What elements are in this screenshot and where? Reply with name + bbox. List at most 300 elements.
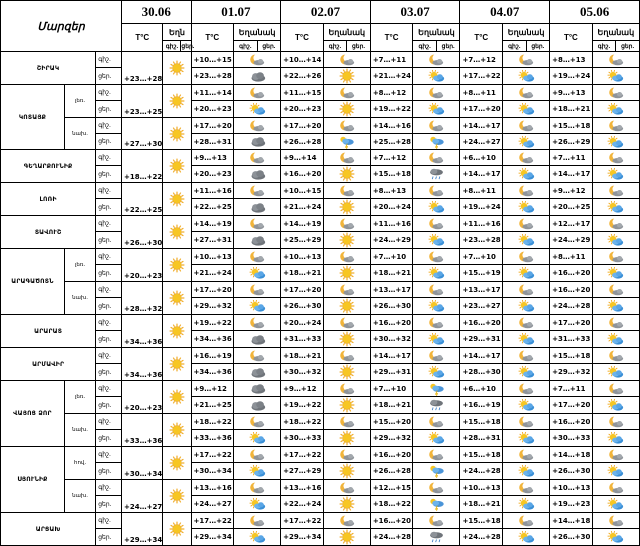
- temperature-range: +18…+22: [191, 414, 234, 430]
- table-row: [1, 52, 640, 68]
- temp-header: T°C: [191, 24, 234, 52]
- table-row: [1, 331, 640, 348]
- time-of-day-label: ցեր.: [96, 331, 122, 348]
- time-of-day-label: ցեր.: [96, 265, 122, 282]
- temperature-range: +29…+31: [370, 364, 413, 381]
- temperature-range: +10…+15: [191, 52, 234, 68]
- region-name: ՇԻՐԱԿ: [1, 52, 96, 85]
- temperature-range: +21…+24: [370, 68, 413, 85]
- partly-cloudy-icon: [592, 134, 639, 150]
- temperature-range: +26…+29: [550, 134, 593, 150]
- temperature-range: +16…+20: [550, 414, 593, 430]
- temperature-range: +22…+25: [191, 199, 234, 216]
- temperature-range: +20…+23: [281, 101, 324, 118]
- temperature-range: +24…+29: [550, 232, 593, 249]
- region-name: ՍՅՈՒՆԻՔ: [1, 447, 65, 513]
- temperature-range: +14…+19: [191, 216, 234, 232]
- time-of-day-label: գիշ.: [96, 381, 122, 397]
- temperature-range: +17…+20: [191, 282, 234, 298]
- temperature-range: +18…+22: [122, 150, 163, 183]
- temperature-range: +24…+28: [460, 529, 503, 546]
- time-of-day-label: ցեր.: [96, 397, 122, 414]
- temperature-range: +7…+11: [550, 150, 593, 166]
- temperature-range: +27…+29: [281, 463, 324, 480]
- table-row: [1, 101, 640, 118]
- rain-cloud-icon: [413, 529, 460, 546]
- night-partly-cloudy-icon: [592, 513, 639, 529]
- subregion-label: լեռ.: [64, 381, 95, 414]
- time-of-day-label: ցեր.: [96, 232, 122, 249]
- night-partly-cloudy-icon: [503, 183, 550, 199]
- subregion-label: լեռ.: [64, 85, 95, 118]
- table-row: [1, 232, 640, 249]
- temperature-range: +16…+20: [281, 166, 324, 183]
- temperature-range: +24…+28: [370, 529, 413, 546]
- sun-icon: [163, 282, 191, 315]
- temperature-range: +18…+21: [281, 265, 324, 282]
- date-header-0: 30.06: [122, 1, 191, 24]
- night-header: գիշ.: [503, 41, 527, 52]
- temperature-range: +22…+25: [122, 183, 163, 216]
- temperature-range: +31…+33: [550, 331, 593, 348]
- partly-cloudy-icon: [592, 101, 639, 118]
- time-of-day-label: գիշ.: [96, 447, 122, 463]
- temperature-range: +7…+12: [460, 52, 503, 68]
- time-of-day-label: գիշ.: [96, 216, 122, 232]
- temperature-range: +16…+19: [460, 397, 503, 414]
- temperature-range: +7…+11: [550, 381, 593, 397]
- temperature-range: +33…+36: [191, 430, 234, 447]
- night-partly-cloudy-icon: [503, 216, 550, 232]
- night-partly-cloudy-icon: [592, 118, 639, 134]
- partly-cloudy-icon: [592, 199, 639, 216]
- temp-header: T°C: [370, 24, 413, 52]
- cloud-icon: [234, 331, 281, 348]
- temperature-range: +19…+24: [550, 68, 593, 85]
- sun-icon: [163, 183, 191, 216]
- sun-icon: [163, 480, 191, 513]
- temperature-range: +17…+20: [550, 315, 593, 331]
- cloud-icon: [234, 199, 281, 216]
- sun-icon: [323, 529, 370, 546]
- partly-cloudy-icon: [592, 331, 639, 348]
- table-row: [1, 480, 640, 496]
- partly-cloudy-icon: [413, 199, 460, 216]
- partly-cloudy-icon: [234, 463, 281, 480]
- temperature-range: +19…+23: [550, 496, 593, 513]
- night-partly-cloudy-icon: [592, 315, 639, 331]
- partly-cloudy-icon: [503, 496, 550, 513]
- temperature-range: +9…+12: [550, 183, 593, 199]
- night-partly-cloudy-icon: [413, 216, 460, 232]
- region-name: ԿՈՏԱՅՔ: [1, 85, 65, 150]
- time-of-day-label: ցեր.: [96, 430, 122, 447]
- temperature-range: +16…+20: [550, 265, 593, 282]
- time-of-day-label: գիշ.: [96, 513, 122, 529]
- night-partly-cloudy-icon: [413, 150, 460, 166]
- night-partly-cloudy-icon: [323, 381, 370, 397]
- sun-icon: [323, 68, 370, 85]
- condition-header: Եղանակ: [413, 24, 460, 41]
- partly-cloudy-icon: [503, 529, 550, 546]
- night-partly-cloudy-icon: [592, 52, 639, 68]
- partly-cloudy-icon: [503, 166, 550, 183]
- temperature-range: +24…+27: [122, 480, 163, 513]
- sun-icon: [323, 463, 370, 480]
- night-partly-cloudy-icon: [592, 348, 639, 364]
- sun-icon: [163, 414, 191, 447]
- table-row: [1, 447, 640, 463]
- rain-cloud-icon: [413, 166, 460, 183]
- date-header-1: 01.07: [191, 1, 281, 24]
- table-row: [1, 529, 640, 546]
- temperature-range: +26…+30: [370, 298, 413, 315]
- time-of-day-label: գիշ.: [96, 183, 122, 199]
- temperature-range: +8…+11: [550, 249, 593, 265]
- temperature-range: +21…+25: [191, 397, 234, 414]
- temperature-range: +26…+30: [122, 216, 163, 249]
- night-partly-cloudy-icon: [592, 150, 639, 166]
- night-partly-cloudy-icon: [323, 414, 370, 430]
- partly-cloudy-icon: [413, 265, 460, 282]
- table-row: [1, 265, 640, 282]
- partly-cloudy-icon: [503, 134, 550, 150]
- temperature-range: +17…+20: [281, 118, 324, 134]
- sun-icon: [323, 496, 370, 513]
- subregion-label: նախ.: [64, 282, 95, 315]
- partly-cloudy-icon: [413, 68, 460, 85]
- temperature-range: +23…+27: [460, 298, 503, 315]
- table-row: [1, 298, 640, 315]
- partly-cloudy-icon: [592, 463, 639, 480]
- temperature-range: +29…+34: [122, 513, 163, 546]
- temperature-range: +24…+28: [550, 298, 593, 315]
- temperature-range: +13…+17: [460, 282, 503, 298]
- temperature-range: +17…+22: [191, 447, 234, 463]
- temperature-range: +28…+31: [191, 134, 234, 150]
- night-partly-cloudy-icon: [592, 480, 639, 496]
- temperature-range: +11…+16: [460, 216, 503, 232]
- sun-icon: [323, 364, 370, 381]
- temperature-range: +29…+32: [370, 430, 413, 447]
- table-row: [1, 430, 640, 447]
- temperature-range: +21…+24: [281, 199, 324, 216]
- sun-icon: [163, 447, 191, 480]
- temperature-range: +9…+13: [191, 150, 234, 166]
- time-of-day-label: գիշ.: [96, 414, 122, 430]
- cloud-icon: [234, 381, 281, 397]
- subregion-label: հով.: [64, 447, 95, 480]
- time-of-day-label: ցեր.: [96, 463, 122, 480]
- night-partly-cloudy-icon: [503, 447, 550, 463]
- time-of-day-label: ցեր.: [96, 68, 122, 85]
- day-header: ցեր.: [526, 41, 550, 52]
- day-header: ցեր.: [347, 41, 371, 52]
- partly-cloudy-icon: [503, 430, 550, 447]
- thunderstorm-icon: [413, 134, 460, 150]
- thunderstorm-icon: [413, 381, 460, 397]
- night-partly-cloudy-icon: [503, 150, 550, 166]
- sun-icon: [163, 150, 191, 183]
- table-row: [1, 183, 640, 199]
- night-partly-cloudy-icon: [234, 315, 281, 331]
- cloud-icon: [234, 364, 281, 381]
- date-header-5: 05.06: [550, 1, 640, 24]
- temperature-range: +34…+36: [191, 331, 234, 348]
- night-partly-cloudy-icon: [323, 447, 370, 463]
- table-row: [1, 463, 640, 480]
- time-of-day-label: ցեր.: [96, 166, 122, 183]
- night-partly-cloudy-icon: [503, 480, 550, 496]
- partly-cloudy-icon: [592, 397, 639, 414]
- night-partly-cloudy-icon: [234, 85, 281, 101]
- night-header: գիշ.: [163, 41, 181, 52]
- temperature-range: +14…+18: [550, 447, 593, 463]
- temperature-range: +15…+19: [460, 265, 503, 282]
- temperature-range: +28…+30: [460, 364, 503, 381]
- temperature-range: +30…+34: [191, 463, 234, 480]
- night-partly-cloudy-icon: [323, 216, 370, 232]
- time-of-day-label: ցեր.: [96, 529, 122, 546]
- temperature-range: +10…+15: [281, 183, 324, 199]
- thunderstorm-icon: [413, 463, 460, 480]
- night-partly-cloudy-icon: [234, 118, 281, 134]
- night-partly-cloudy-icon: [323, 183, 370, 199]
- temperature-range: +20…+25: [550, 199, 593, 216]
- temperature-range: +17…+22: [460, 68, 503, 85]
- table-row: [1, 414, 640, 430]
- partly-cloudy-icon: [503, 298, 550, 315]
- night-header: գիշ.: [413, 41, 437, 52]
- night-partly-cloudy-icon: [323, 52, 370, 68]
- temperature-range: +24…+29: [370, 232, 413, 249]
- temperature-range: +10…+13: [460, 480, 503, 496]
- day-header: ցեր.: [181, 41, 191, 52]
- partly-cloudy-icon: [503, 232, 550, 249]
- temperature-range: +19…+22: [281, 397, 324, 414]
- temperature-range: +17…+22: [191, 513, 234, 529]
- temperature-range: +11…+14: [191, 85, 234, 101]
- night-partly-cloudy-icon: [323, 118, 370, 134]
- temperature-range: +34…+36: [191, 364, 234, 381]
- temperature-range: +34…+36: [122, 315, 163, 348]
- temperature-range: +29…+34: [281, 529, 324, 546]
- night-partly-cloudy-icon: [413, 480, 460, 496]
- sun-icon: [323, 298, 370, 315]
- temperature-range: +25…+29: [281, 232, 324, 249]
- temperature-range: +16…+20: [460, 315, 503, 331]
- night-partly-cloudy-icon: [323, 85, 370, 101]
- temperature-range: +11…+16: [191, 183, 234, 199]
- table-row: [1, 513, 640, 529]
- night-partly-cloudy-icon: [413, 249, 460, 265]
- temperature-range: +15…+18: [460, 414, 503, 430]
- temperature-range: +11…+16: [370, 216, 413, 232]
- night-partly-cloudy-icon: [234, 52, 281, 68]
- night-partly-cloudy-icon: [413, 414, 460, 430]
- partly-cloudy-icon: [592, 496, 639, 513]
- temperature-range: +9…+12: [191, 381, 234, 397]
- temperature-range: +8…+11: [460, 85, 503, 101]
- time-of-day-label: ցեր.: [96, 199, 122, 216]
- temperature-range: +20…+23: [122, 249, 163, 282]
- partly-cloudy-icon: [413, 232, 460, 249]
- temperature-range: +18…+22: [370, 496, 413, 513]
- night-partly-cloudy-icon: [592, 414, 639, 430]
- partly-cloudy-icon: [592, 298, 639, 315]
- night-partly-cloudy-icon: [592, 216, 639, 232]
- cloud-icon: [234, 134, 281, 150]
- time-of-day-label: գիշ.: [96, 282, 122, 298]
- temperature-range: +14…+17: [370, 348, 413, 364]
- temperature-range: +17…+22: [281, 513, 324, 529]
- temperature-range: +17…+20: [191, 118, 234, 134]
- temperature-range: +7…+10: [370, 249, 413, 265]
- night-partly-cloudy-icon: [503, 381, 550, 397]
- night-partly-cloudy-icon: [413, 52, 460, 68]
- partly-cloudy-icon: [503, 199, 550, 216]
- temperature-range: +7…+11: [370, 52, 413, 68]
- cloud-icon: [234, 166, 281, 183]
- temperature-range: +31…+33: [281, 331, 324, 348]
- temperature-range: +15…+18: [370, 166, 413, 183]
- table-row: [1, 150, 640, 166]
- temperature-range: +20…+23: [191, 101, 234, 118]
- temperature-range: +10…+13: [550, 480, 593, 496]
- sun-icon: [163, 118, 191, 150]
- night-partly-cloudy-icon: [323, 249, 370, 265]
- partly-cloudy-icon: [592, 265, 639, 282]
- sun-icon: [323, 199, 370, 216]
- temperature-range: +19…+24: [460, 199, 503, 216]
- rain-cloud-icon: [413, 397, 460, 414]
- table-title: Մարզեր: [1, 1, 122, 52]
- time-of-day-label: ցեր.: [96, 101, 122, 118]
- temperature-range: +12…+17: [550, 216, 593, 232]
- temperature-range: +30…+33: [550, 430, 593, 447]
- temperature-range: +22…+24: [281, 496, 324, 513]
- temperature-range: +7…+10: [460, 249, 503, 265]
- temperature-range: +20…+23: [191, 166, 234, 183]
- time-of-day-label: գիշ.: [96, 480, 122, 496]
- temperature-range: +14…+17: [460, 118, 503, 134]
- temperature-range: +18…+22: [281, 414, 324, 430]
- night-header: գիշ.: [234, 41, 258, 52]
- temperature-range: +9…+13: [550, 85, 593, 101]
- night-partly-cloudy-icon: [413, 282, 460, 298]
- night-partly-cloudy-icon: [234, 348, 281, 364]
- table-row: [1, 282, 640, 298]
- table-row: [1, 381, 640, 397]
- night-partly-cloudy-icon: [413, 118, 460, 134]
- temperature-range: +30…+34: [122, 447, 163, 480]
- temperature-range: +10…+13: [191, 249, 234, 265]
- partly-cloudy-icon: [503, 364, 550, 381]
- condition-header: Եղանակ: [503, 24, 550, 41]
- night-partly-cloudy-icon: [413, 447, 460, 463]
- temperature-range: +17…+22: [281, 447, 324, 463]
- subregion-label: նախ.: [64, 118, 95, 150]
- night-header: գիշ.: [323, 41, 347, 52]
- night-partly-cloudy-icon: [234, 414, 281, 430]
- partly-cloudy-icon: [234, 529, 281, 546]
- temperature-range: +17…+20: [550, 397, 593, 414]
- temperature-range: +14…+18: [550, 513, 593, 529]
- night-partly-cloudy-icon: [503, 118, 550, 134]
- temperature-range: +10…+14: [281, 52, 324, 68]
- sun-icon: [323, 265, 370, 282]
- temperature-range: +16…+20: [370, 315, 413, 331]
- night-partly-cloudy-icon: [234, 513, 281, 529]
- subregion-label: նախ.: [64, 414, 95, 447]
- partly-cloudy-icon: [592, 430, 639, 447]
- night-partly-cloudy-icon: [503, 348, 550, 364]
- temperature-range: +14…+17: [460, 348, 503, 364]
- day-header: ցեր.: [257, 41, 281, 52]
- temperature-range: +16…+19: [191, 348, 234, 364]
- sun-icon: [323, 232, 370, 249]
- night-partly-cloudy-icon: [503, 414, 550, 430]
- cloud-icon: [234, 68, 281, 85]
- condition-header: Եղանակ: [592, 24, 639, 41]
- time-of-day-label: ցեր.: [96, 364, 122, 381]
- date-header-3: 03.07: [370, 1, 460, 24]
- sun-icon: [323, 101, 370, 118]
- table-row: [1, 216, 640, 232]
- partly-cloudy-icon: [503, 68, 550, 85]
- temperature-range: +23…+25: [122, 85, 163, 118]
- partly-cloudy-icon: [413, 331, 460, 348]
- temperature-range: +7…+10: [370, 381, 413, 397]
- temperature-range: +28…+31: [460, 430, 503, 447]
- night-partly-cloudy-icon: [323, 150, 370, 166]
- sun-icon: [163, 348, 191, 381]
- subregion-label: լեռ.: [64, 249, 95, 282]
- temperature-range: +30…+33: [281, 430, 324, 447]
- temperature-range: +27…+30: [122, 118, 163, 150]
- night-partly-cloudy-icon: [503, 513, 550, 529]
- region-name: ԱՐՄԱՎԻՐ: [1, 348, 96, 381]
- temperature-range: +8…+13: [550, 52, 593, 68]
- night-partly-cloudy-icon: [234, 480, 281, 496]
- table-row: [1, 249, 640, 265]
- partly-cloudy-icon: [234, 430, 281, 447]
- region-name: ԼՈՌԻ: [1, 183, 96, 216]
- temperature-range: +26…+28: [370, 463, 413, 480]
- temperature-range: +28…+32: [122, 282, 163, 315]
- partly-cloudy-icon: [234, 496, 281, 513]
- temperature-range: +20…+23: [122, 381, 163, 414]
- night-partly-cloudy-icon: [234, 249, 281, 265]
- temperature-range: +6…+10: [460, 150, 503, 166]
- partly-cloudy-icon: [503, 397, 550, 414]
- temperature-range: +24…+27: [460, 134, 503, 150]
- night-partly-cloudy-icon: [323, 315, 370, 331]
- temperature-range: +24…+28: [460, 463, 503, 480]
- partly-cloudy-icon: [503, 463, 550, 480]
- table-row: [1, 118, 640, 134]
- table-row: [1, 397, 640, 414]
- temperature-range: +13…+17: [370, 282, 413, 298]
- time-of-day-label: գիշ.: [96, 150, 122, 166]
- temperature-range: +34…+36: [122, 348, 163, 381]
- night-partly-cloudy-icon: [413, 183, 460, 199]
- temperature-range: +19…+22: [370, 101, 413, 118]
- temperature-range: +15…+18: [550, 118, 593, 134]
- partly-cloudy-icon: [413, 101, 460, 118]
- temperature-range: +29…+34: [191, 529, 234, 546]
- sun-icon: [323, 166, 370, 183]
